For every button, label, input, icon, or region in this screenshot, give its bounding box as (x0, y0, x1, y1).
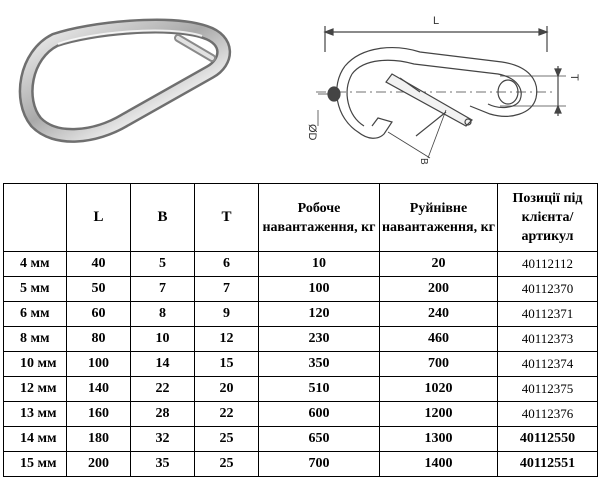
cell-breaking-load: 1400 (380, 452, 498, 477)
cell-article: 40112371 (498, 302, 598, 327)
cell-working-load: 700 (259, 452, 380, 477)
cell-breaking-load: 1020 (380, 377, 498, 402)
cell-breaking-load: 700 (380, 352, 498, 377)
cell-article: 40112373 (498, 327, 598, 352)
cell-T: 25 (195, 452, 259, 477)
cell-B: 10 (131, 327, 195, 352)
cell-working-load: 10 (259, 252, 380, 277)
cell-working-load: 100 (259, 277, 380, 302)
cell-working-load: 600 (259, 402, 380, 427)
specification-table (3, 183, 598, 477)
cell-size: 12 мм (4, 377, 67, 402)
cell-breaking-load: 460 (380, 327, 498, 352)
cell-article: 40112370 (498, 277, 598, 302)
cell-article: 40112376 (498, 402, 598, 427)
cell-breaking-load: 1300 (380, 427, 498, 452)
cell-working-load: 120 (259, 302, 380, 327)
cell-L: 80 (67, 327, 131, 352)
cell-article: 40112550 (498, 427, 598, 452)
cell-L: 60 (67, 302, 131, 327)
cell-size: 15 мм (4, 452, 67, 477)
cell-T: 6 (195, 252, 259, 277)
cell-size: 13 мм (4, 402, 67, 427)
table-row (4, 402, 598, 427)
table-row (4, 427, 598, 452)
header-L: L (67, 184, 131, 252)
header-article: Позиції під клієнта/ артикул (498, 184, 598, 252)
table-row (4, 327, 598, 352)
snap-hook-photo (26, 26, 223, 135)
dim-label-B: B (418, 158, 429, 165)
snap-hook-drawing (316, 26, 566, 158)
table-header-row (4, 184, 598, 252)
cell-B: 14 (131, 352, 195, 377)
cell-B: 8 (131, 302, 195, 327)
dim-label-D: ØD (306, 124, 318, 141)
cell-T: 22 (195, 402, 259, 427)
table-row (4, 302, 598, 327)
cell-B: 32 (131, 427, 195, 452)
cell-T: 7 (195, 277, 259, 302)
header-T: T (195, 184, 259, 252)
header-B: B (131, 184, 195, 252)
cell-L: 140 (67, 377, 131, 402)
product-figure (0, 0, 600, 183)
dim-label-L: L (432, 15, 440, 27)
header-size (4, 184, 67, 252)
cell-size: 4 мм (4, 252, 67, 277)
table-row (4, 252, 598, 277)
cell-L: 180 (67, 427, 131, 452)
header-working-load: Робоче навантаження, кг (259, 184, 380, 252)
cell-size: 14 мм (4, 427, 67, 452)
cell-T: 25 (195, 427, 259, 452)
cell-B: 7 (131, 277, 195, 302)
cell-breaking-load: 240 (380, 302, 498, 327)
cell-working-load: 510 (259, 377, 380, 402)
cell-article: 40112374 (498, 352, 598, 377)
cell-B: 5 (131, 252, 195, 277)
cell-working-load: 650 (259, 427, 380, 452)
cell-L: 200 (67, 452, 131, 477)
cell-working-load: 230 (259, 327, 380, 352)
cell-size: 10 мм (4, 352, 67, 377)
cell-T: 20 (195, 377, 259, 402)
cell-breaking-load: 1200 (380, 402, 498, 427)
cell-L: 40 (67, 252, 131, 277)
cell-breaking-load: 20 (380, 252, 498, 277)
cell-working-load: 350 (259, 352, 380, 377)
cell-T: 12 (195, 327, 259, 352)
table-row (4, 277, 598, 302)
cell-size: 6 мм (4, 302, 67, 327)
cell-B: 22 (131, 377, 195, 402)
cell-T: 15 (195, 352, 259, 377)
figure-svg (0, 0, 600, 183)
table-row (4, 377, 598, 402)
cell-size: 8 мм (4, 327, 67, 352)
header-breaking-load: Руйнівне навантаження, кг (380, 184, 498, 252)
table-row (4, 352, 598, 377)
cell-T: 9 (195, 302, 259, 327)
cell-article: 40112112 (498, 252, 598, 277)
cell-B: 28 (131, 402, 195, 427)
cell-L: 100 (67, 352, 131, 377)
dim-label-T: T (568, 74, 580, 81)
cell-L: 160 (67, 402, 131, 427)
cell-breaking-load: 200 (380, 277, 498, 302)
cell-article: 40112551 (498, 452, 598, 477)
cell-article: 40112375 (498, 377, 598, 402)
cell-B: 35 (131, 452, 195, 477)
cell-L: 50 (67, 277, 131, 302)
table-row (4, 452, 598, 477)
cell-size: 5 мм (4, 277, 67, 302)
